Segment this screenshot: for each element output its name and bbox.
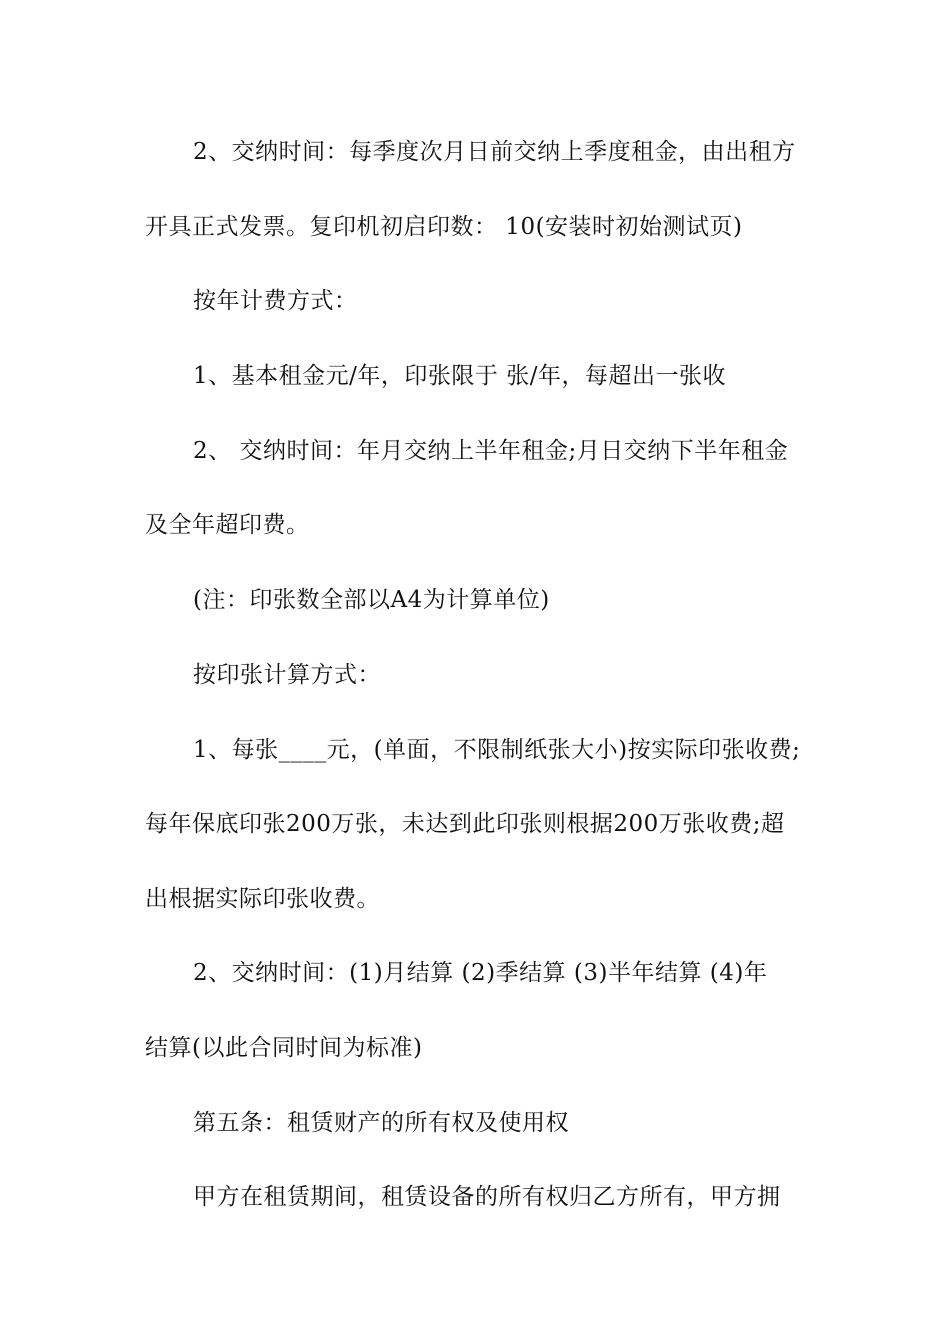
ownership-paragraph: 甲方在租赁期间，租赁设备的所有权归乙方所有，甲方拥 — [193, 1184, 781, 1210]
annual-base-rent: 1、基本租金元/年，印张限于 张/年，每超出一张收 — [193, 363, 726, 389]
note-a4-unit: (注：印张数全部以A4为计算单位) — [193, 587, 550, 613]
payment-time-quarterly: 2、交纳时间：每季度次月日前交纳上季度租金，由出租方 — [193, 139, 796, 165]
annual-overprint-fee: 及全年超印费。 — [145, 512, 310, 538]
excess-billing: 出根据实际印张收费。 — [145, 886, 380, 912]
minimum-sheets: 每年保底印张200万张，未达到此印张则根据200万张收费;超 — [145, 811, 785, 837]
invoice-initial-count: 开具正式发票。复印机初启印数： 10(安装时初始测试页) — [145, 214, 743, 240]
per-sheet-billing-heading: 按印张计算方式： — [193, 662, 381, 688]
per-sheet-price: 1、每张____元，(单面，不限制纸张大小)按实际印张收费; — [193, 737, 801, 763]
settlement-standard: 结算(以此合同时间为标准) — [145, 1035, 423, 1061]
settlement-options: 2、交纳时间：(1)月结算 (2)季结算 (3)半年结算 (4)年 — [193, 960, 768, 986]
annual-payment-time: 2、 交纳时间：年月交纳上半年租金;月日交纳下半年租金 — [193, 438, 789, 464]
annual-billing-heading: 按年计费方式： — [193, 288, 358, 314]
article-five-heading: 第五条：租赁财产的所有权及使用权 — [193, 1110, 569, 1136]
